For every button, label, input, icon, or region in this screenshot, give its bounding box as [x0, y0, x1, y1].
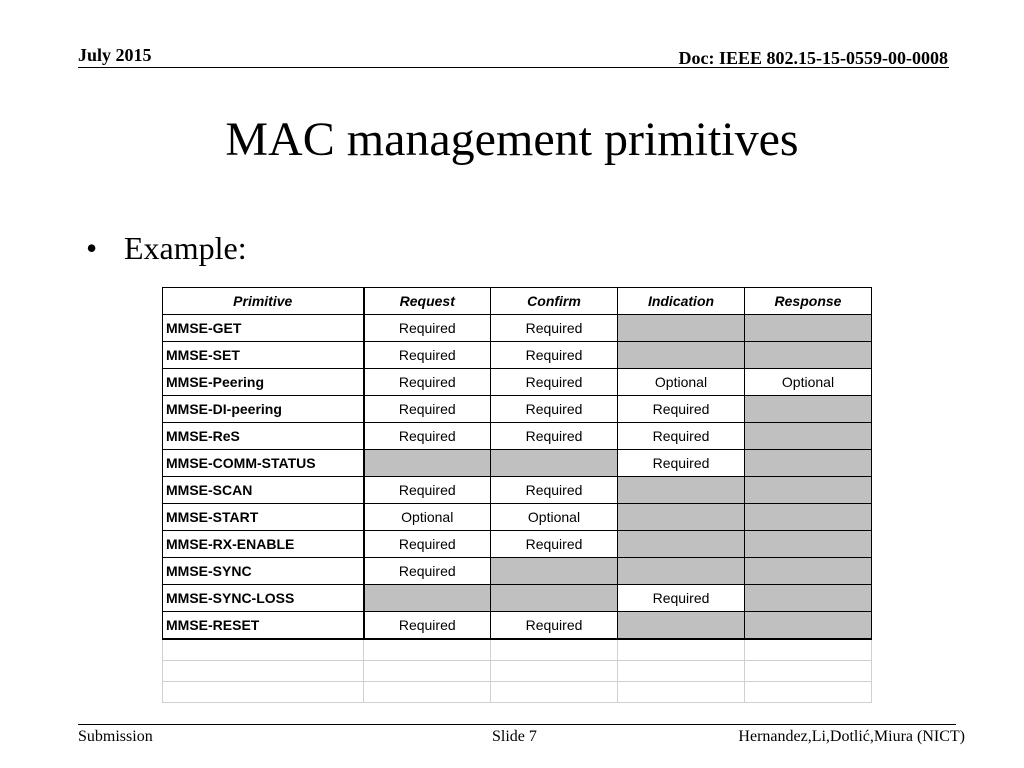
request-cell: Required: [364, 315, 491, 342]
confirm-cell: Required: [491, 369, 618, 396]
empty-table-row: [163, 639, 872, 661]
empty-cell: [364, 682, 491, 703]
empty-table-row: [163, 682, 872, 703]
response-na-cell: [745, 558, 872, 585]
request-cell: Required: [364, 423, 491, 450]
empty-cell: [163, 639, 364, 661]
primitives-table-container: [162, 287, 872, 703]
confirm-cell: Required: [491, 531, 618, 558]
request-cell: Required: [364, 396, 491, 423]
table-row: [163, 450, 872, 477]
empty-cell: [745, 661, 872, 682]
indication-na-cell: [618, 531, 745, 558]
request-cell: Required: [364, 531, 491, 558]
table-body: [163, 315, 872, 703]
bullet-dot-icon: •: [86, 230, 98, 266]
bullet-text: Example:: [124, 230, 247, 266]
indication-cell: Required: [618, 450, 745, 477]
table-row: [163, 342, 872, 369]
empty-cell: [491, 682, 618, 703]
response-na-cell: [745, 504, 872, 531]
confirm-na-cell: [491, 585, 618, 612]
primitive-name-cell: MMSE-ReS: [163, 423, 364, 450]
request-cell: Required: [364, 369, 491, 396]
primitive-name-cell: MMSE-SET: [163, 342, 364, 369]
request-cell: Required: [364, 612, 491, 640]
header-doc-id: Doc: IEEE 802.15-15-0559-00-0008: [678, 48, 948, 68]
table-row: [163, 423, 872, 450]
primitive-name-cell: MMSE-RX-ENABLE: [163, 531, 364, 558]
primitive-name-cell: MMSE-DI-peering: [163, 396, 364, 423]
indication-cell: Required: [618, 423, 745, 450]
response-na-cell: [745, 477, 872, 504]
confirm-cell: Required: [491, 612, 618, 640]
column-header-primitive: Primitive: [163, 288, 364, 315]
primitive-name-cell: MMSE-Peering: [163, 369, 364, 396]
column-header-response: Response: [745, 288, 872, 315]
response-na-cell: [745, 342, 872, 369]
column-header-confirm: Confirm: [491, 288, 618, 315]
request-cell: Required: [364, 477, 491, 504]
request-na-cell: [364, 450, 491, 477]
response-na-cell: [745, 396, 872, 423]
table-row: [163, 531, 872, 558]
empty-cell: [364, 661, 491, 682]
empty-cell: [491, 639, 618, 661]
empty-table-row: [163, 661, 872, 682]
empty-cell: [364, 639, 491, 661]
indication-na-cell: [618, 477, 745, 504]
slide-title: MAC management primitives: [225, 113, 799, 166]
empty-cell: [163, 661, 364, 682]
confirm-na-cell: [491, 450, 618, 477]
primitive-name-cell: MMSE-COMM-STATUS: [163, 450, 364, 477]
empty-cell: [745, 682, 872, 703]
primitive-name-cell: MMSE-SYNC: [163, 558, 364, 585]
indication-cell: Optional: [618, 369, 745, 396]
table-row: [163, 396, 872, 423]
primitive-name-cell: MMSE-RESET: [163, 612, 364, 640]
response-na-cell: [745, 423, 872, 450]
empty-cell: [618, 661, 745, 682]
table-row: [163, 558, 872, 585]
empty-cell: [745, 639, 872, 661]
response-cell: Optional: [745, 369, 872, 396]
indication-na-cell: [618, 558, 745, 585]
table-row: [163, 369, 872, 396]
indication-cell: Required: [618, 585, 745, 612]
primitives-table: [162, 287, 872, 703]
table-row: [163, 477, 872, 504]
confirm-na-cell: [491, 558, 618, 585]
primitive-name-cell: MMSE-GET: [163, 315, 364, 342]
footer-divider: [78, 724, 956, 725]
indication-na-cell: [618, 612, 745, 640]
table-row: [163, 585, 872, 612]
request-cell: Required: [364, 558, 491, 585]
empty-cell: [491, 661, 618, 682]
response-na-cell: [745, 531, 872, 558]
primitive-name-cell: MMSE-SCAN: [163, 477, 364, 504]
confirm-cell: Required: [491, 423, 618, 450]
table-row: [163, 504, 872, 531]
empty-cell: [618, 639, 745, 661]
bullet-item: [86, 230, 247, 267]
indication-cell: Required: [618, 396, 745, 423]
indication-na-cell: [618, 342, 745, 369]
confirm-cell: Optional: [491, 504, 618, 531]
table-header-row: [163, 288, 872, 315]
confirm-cell: Required: [491, 315, 618, 342]
confirm-cell: Required: [491, 342, 618, 369]
confirm-cell: Required: [491, 477, 618, 504]
confirm-cell: Required: [491, 396, 618, 423]
footer-submission: Submission: [78, 728, 153, 745]
table-row: [163, 612, 872, 640]
indication-na-cell: [618, 315, 745, 342]
request-na-cell: [364, 585, 491, 612]
primitive-name-cell: MMSE-SYNC-LOSS: [163, 585, 364, 612]
request-cell: Optional: [364, 504, 491, 531]
footer-slide-number: Slide 7: [492, 728, 537, 745]
header-divider: [78, 67, 949, 68]
empty-cell: [618, 682, 745, 703]
column-header-request: Request: [364, 288, 491, 315]
response-na-cell: [745, 585, 872, 612]
table-row: [163, 315, 872, 342]
header-date: July 2015: [78, 45, 152, 65]
indication-na-cell: [618, 504, 745, 531]
primitive-name-cell: MMSE-START: [163, 504, 364, 531]
empty-cell: [163, 682, 364, 703]
request-cell: Required: [364, 342, 491, 369]
column-header-indication: Indication: [618, 288, 745, 315]
response-na-cell: [745, 612, 872, 640]
response-na-cell: [745, 315, 872, 342]
footer-authors: Hernandez,Li,Dotlić,Miura (NICT): [738, 728, 965, 745]
response-na-cell: [745, 450, 872, 477]
